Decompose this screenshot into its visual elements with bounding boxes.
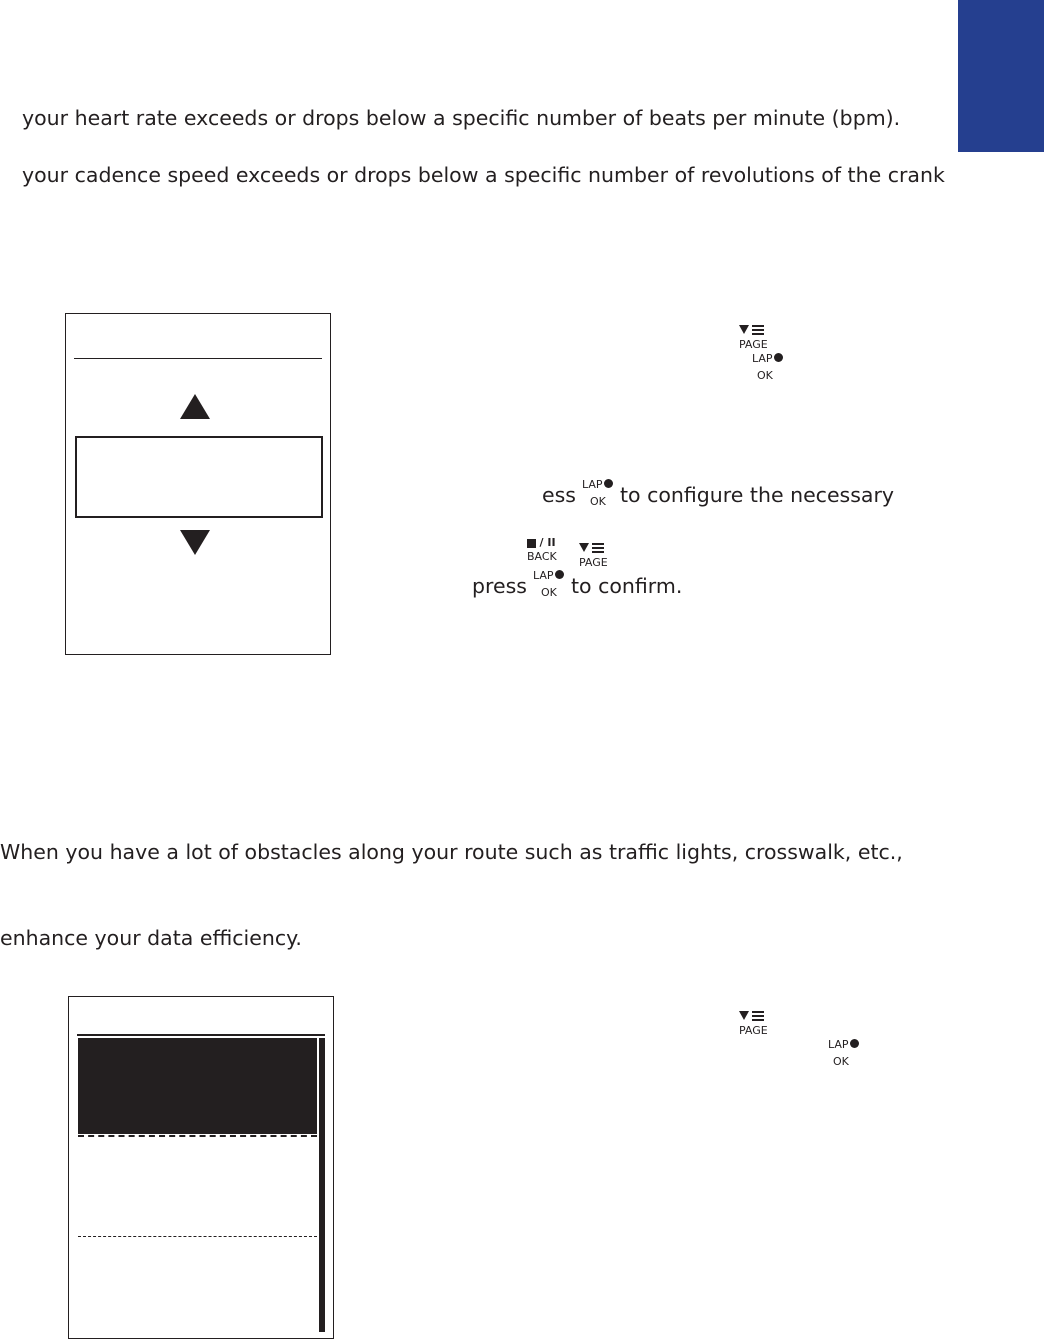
lap-dot-icon xyxy=(774,353,783,362)
up-arrow-icon xyxy=(179,393,211,420)
list-divider xyxy=(78,1236,317,1237)
menu-icon xyxy=(752,1009,764,1023)
page-label: PAGE xyxy=(739,338,768,351)
scrollbar xyxy=(319,1038,325,1332)
down-triangle-icon xyxy=(739,325,749,334)
lap-dot-icon xyxy=(555,570,564,579)
page-label: PAGE xyxy=(739,1024,768,1037)
cadence-alert-text: your cadence speed exceeds or drops below a specific number of revolutions of the crank xyxy=(22,163,945,187)
lap-dot-icon xyxy=(604,479,613,488)
page-label: PAGE xyxy=(579,556,608,569)
section-tab xyxy=(958,0,1044,152)
ok-label: OK xyxy=(540,586,557,599)
lap-label: LAP xyxy=(828,1038,849,1051)
lap-ok-icon xyxy=(529,570,569,602)
stop-square-icon xyxy=(527,539,536,548)
lap-ok-button-icon xyxy=(752,353,783,381)
ok-label: OK xyxy=(589,495,606,508)
down-triangle-icon xyxy=(579,543,589,552)
list-divider xyxy=(78,1135,317,1137)
selected-list-item xyxy=(78,1038,317,1134)
step-configure-prefix: ess xyxy=(542,483,576,507)
lap-label: LAP xyxy=(532,569,554,582)
header-divider xyxy=(74,358,322,359)
lap-dot-icon xyxy=(850,1039,859,1048)
back-button-icon xyxy=(527,537,557,562)
menu-icon xyxy=(752,323,764,337)
page-button-icon xyxy=(739,319,768,350)
header-divider xyxy=(77,1034,325,1036)
menu-icon xyxy=(592,541,604,555)
value-field xyxy=(75,436,323,518)
down-triangle-icon xyxy=(739,1011,749,1020)
device-screen-value-picker xyxy=(65,313,331,655)
ok-label: OK xyxy=(833,1055,849,1068)
back-label: BACK xyxy=(527,550,557,563)
smart-pause-text-2: enhance your data efficiency. xyxy=(0,926,302,950)
hr-alert-text: your heart rate exceeds or drops below a specific number of beats per minute (bpm). xyxy=(22,106,901,130)
device-screen-list-menu xyxy=(68,996,334,1339)
step-confirm-suffix: to confirm. xyxy=(570,574,683,598)
page-button-icon-3 xyxy=(739,1005,768,1036)
pause-glyph: / II xyxy=(539,536,556,549)
ok-label: OK xyxy=(757,369,773,382)
lap-ok-icon xyxy=(578,479,618,511)
step-confirm xyxy=(472,570,682,602)
step-configure-suffix: to configure the necessary xyxy=(619,483,895,507)
lap-label: LAP xyxy=(581,478,603,491)
step-configure xyxy=(542,479,894,511)
smart-pause-text-1: When you have a lot of obstacles along your route such as traffic lights, crosswalk, etc., xyxy=(0,840,903,864)
lap-ok-button-icon-2 xyxy=(828,1039,859,1067)
page-button-icon-2 xyxy=(579,537,608,568)
down-arrow-icon xyxy=(179,529,211,556)
lap-label: LAP xyxy=(752,352,773,365)
step-confirm-prefix: press xyxy=(472,574,527,598)
